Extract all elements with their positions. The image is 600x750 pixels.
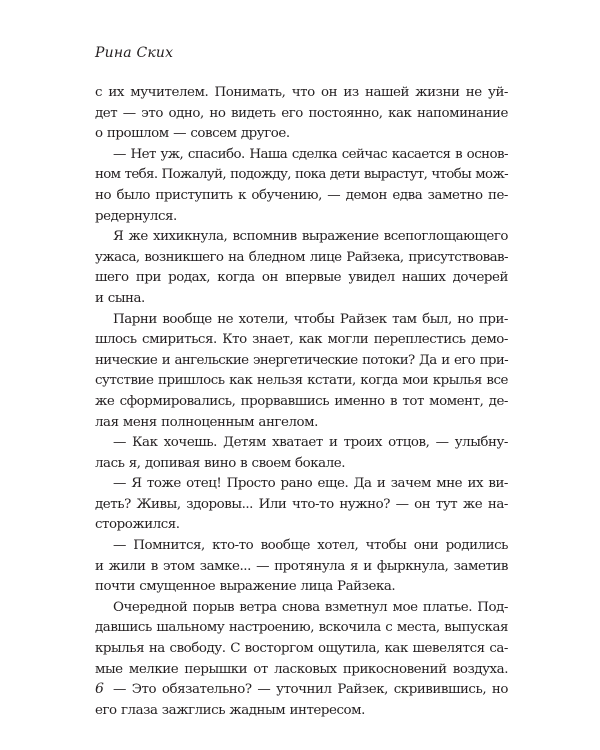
text-line: дет — это одно, но видеть его постоянно, как напоминание [95,105,508,121]
text-line: но было приступить к обучению, — демон едва заметно пе- [95,187,508,203]
text-line: сторожился. [95,517,180,533]
text-line: ужаса, возникшего на бледном лице Райзека, присутствовав- [95,249,508,265]
text-line: лась я, допивая вино в своем бокале. [95,455,346,471]
text-line: нические и ангельские энергетические потоки? Да и его при- [95,352,508,368]
text-line: же сформировались, прорвавшись именно в тот момент, де- [95,393,508,409]
text-line: шего при родах, когда он впервые увидел наших дочерей [95,270,508,286]
text-line: его глаза зажглись жадным интересом. [95,702,365,718]
text-line: — Я тоже отец! Просто рано еще. Да и зачем мне их ви- [113,476,508,492]
text-line: крылья на свободу. С восторгом ощутила, как шевелятся са- [95,641,508,657]
text-line: редернулся. [95,208,177,224]
text-line: давшись шальному настроению, вскочила с места, выпуская [95,620,508,636]
text-line: и сына. [95,290,145,306]
text-line: Парни вообще не хотели, чтобы Райзек там был, но при- [113,311,508,327]
text-line: Очередной порыв ветра снова взметнул мое платье. Под- [113,599,508,615]
text-line: лая меня полноценным ангелом. [95,414,318,430]
text-line: шлось смириться. Кто знает, как могли переплестись демо- [95,332,508,348]
text-line: — Это обязательно? — уточнил Райзек, скривившись, но [113,682,508,698]
page-number: 6 [95,681,104,697]
text-line: Я же хихикнула, вспомнив выражение всепоглощающего [113,229,508,245]
text-line: ном тебя. Пожалуй, подожду, пока дети вырастут, чтобы мож- [95,167,508,183]
running-head-author: Рина Ских [95,45,174,61]
text-line: деть? Живы, здоровы... Или что-то нужно? — он тут же на- [95,496,508,512]
text-line: мые мелкие перышки от ласковых прикосновений воздуха. [95,661,508,677]
text-line: сутствие пришлось как нельзя кстати, когда мои крылья все [95,373,508,389]
text-line: с их мучителем. Понимать, что он из нашей жизни не уй- [95,85,508,100]
body-text [95,83,508,721]
text-line: — Как хочешь. Детям хватает и троих отцов, — улыбну- [113,435,508,451]
text-line: — Нет уж, спасибо. Наша сделка сейчас касается в основ- [113,146,508,162]
text-line: почти смущенное выражение лица Райзека. [95,579,396,595]
text-line: — Помнится, кто-то вообще хотел, чтобы они родились [113,538,508,554]
text-line: и жили в этом замке... — протянула я и фыркнула, заметив [95,558,508,574]
text-line: о прошлом — совсем другое. [95,126,290,142]
